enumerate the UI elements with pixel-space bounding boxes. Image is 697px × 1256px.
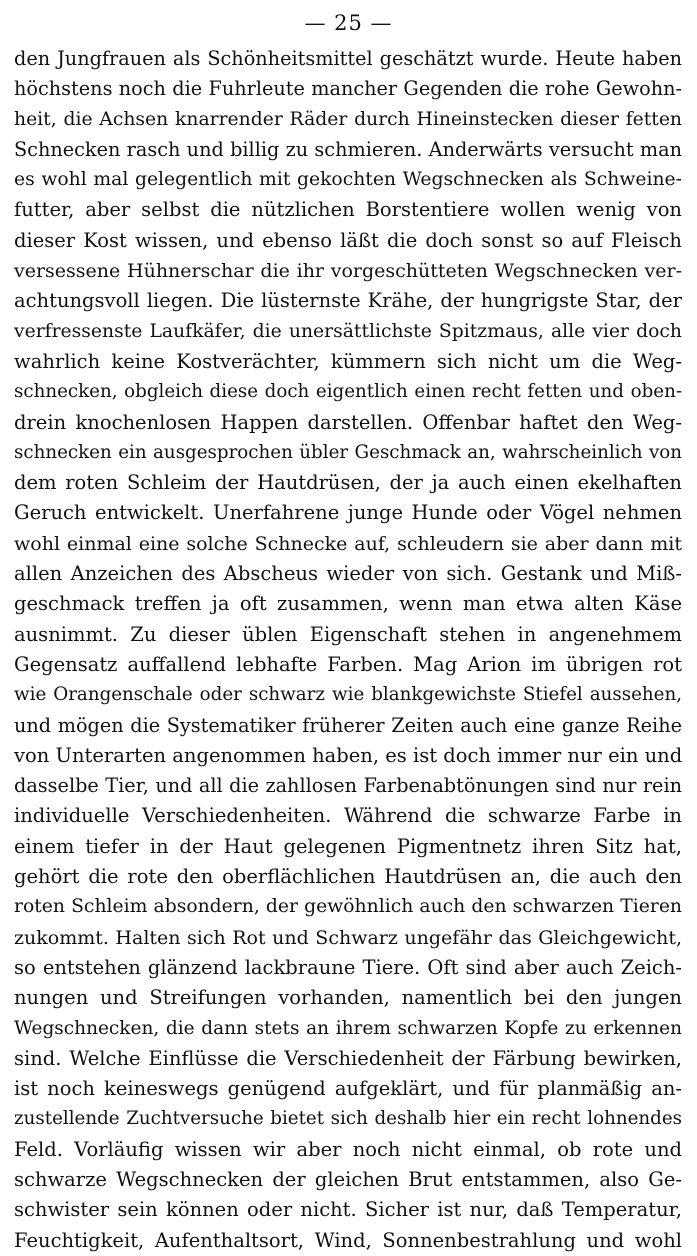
text-line: Geruch entwickelt. Unerfahrene junge Hunde oder Vögel nehmen <box>14 501 682 525</box>
text-line: dem roten Schleim der Hautdrüsen, der ja auch einen ekelhaften <box>14 471 682 495</box>
text-line: Feld. Vorläufig wissen wir aber noch nicht einmal, ob rote und <box>14 1137 682 1161</box>
text-line: gehört die rote den oberflächlichen Hautdrüsen an, die auch den <box>14 865 682 889</box>
text-line: Gegensatz auffallend lebhafte Farben. Mag Arion im übrigen rot <box>14 652 682 676</box>
text-line: wahrlich keine Kostverächter, kümmern sich nicht um die Weg- <box>14 349 682 373</box>
page-number: — 25 — <box>304 11 393 35</box>
text-line: geschmack treffen ja oft zusammen, wenn man etwa alten Käse <box>14 592 682 616</box>
text-line: von Unterarten angenommen haben, es ist doch immer nur ein und <box>14 743 683 767</box>
text-line: schnecken, obgleich diese doch eigentlich einen recht fetten und oben- <box>14 381 682 403</box>
text-line: wie Orangenschale oder schwarz wie blankgewichste Stiefel aussehen, <box>14 684 682 706</box>
text-line: schwister sein können oder nicht. Sicher ist nur, daß Temperatur, <box>14 1198 682 1222</box>
text-line: dieser Kost wissen, und ebenso läßt die doch sonst so auf Fleisch <box>14 228 682 252</box>
text-line: versessene Hühnerschar die ihr vorgeschütteten Wegschnecken ver- <box>14 260 682 283</box>
text-line: nungen und Streifungen vorhanden, namentlich bei den jungen <box>14 986 682 1010</box>
text-line: individuelle Verschiedenheiten. Während die schwarze Farbe in <box>14 804 682 828</box>
text-line: den Jungfrauen als Schönheitsmittel geschätzt wurde. Heute haben <box>14 47 682 70</box>
text-line: Schnecken rasch und billig zu schmieren. Anderwärts versucht man <box>14 137 682 161</box>
text-line: ist noch keineswegs genügend aufgeklärt, und für planmäßig an- <box>14 1077 682 1101</box>
body-text <box>14 44 682 1256</box>
text-line: zukommt. Halten sich Rot und Schwarz ungefähr das Gleichgewicht, <box>14 926 682 949</box>
text-line: schwarze Wegschnecken der gleichen Brut entstammen, also Ge- <box>14 1167 682 1191</box>
text-line: allen Anzeichen des Abscheus wieder von sich. Gestank und Miß- <box>14 562 682 586</box>
text-line: drein knochenlosen Happen darstellen. Offenbar haftet den Weg- <box>14 410 682 434</box>
text-line: Feuchtigkeit, Aufenthaltsort, Wind, Sonnenbestrahlung und wohl <box>14 1228 682 1252</box>
text-line: zustellende Zuchtversuche bietet sich deshalb hier ein recht lohnendes <box>14 1108 682 1130</box>
text-line: einem tiefer in der Haut gelegenen Pigmentnetz ihren Sitz hat, <box>14 834 682 858</box>
text-line: schnecken ein ausgesprochen übler Geschmack an, wahrscheinlich von <box>14 441 682 463</box>
text-line: achtungsvoll liegen. Die lüsternste Krähe, der hungrigste Star, der <box>14 289 682 313</box>
text-line: und mögen die Systematiker früherer Zeiten auch eine ganze Reihe <box>14 713 682 737</box>
text-line: es wohl mal gelegentlich mit gekochten Wegschnecken als Schweine- <box>14 169 682 191</box>
text-line: höchstens noch die Fuhrleute mancher Gegenden die rohe Gewohn- <box>14 77 682 101</box>
text-line: ausnimmt. Zu dieser üblen Eigenschaft stehen in angenehmem <box>14 622 682 646</box>
text-line: futter, aber selbst die nützlichen Borstentiere wollen wenig von <box>14 198 682 222</box>
text-line: so entstehen glänzend lackbraune Tiere. Oft sind aber auch Zeich- <box>14 955 682 979</box>
text-line: roten Schleim absondern, der gewöhnlich auch den schwarzen Tieren <box>14 896 682 918</box>
text-line: dasselbe Tier, und all die zahllosen Farbenabtönungen sind nur rein <box>14 774 682 798</box>
text-line: heit, die Achsen knarrender Räder durch Hineinstecken dieser fetten <box>14 108 682 130</box>
text-line: sind. Welche Einflüsse die Verschiedenheit der Färbung bewirken, <box>14 1046 682 1070</box>
text-line: Wegschnecken, die dann stets an ihrem schwarzen Kopfe zu erkennen <box>14 1017 682 1039</box>
text-line: wohl einmal eine solche Schnecke auf, schleudern sie aber dann mit <box>14 532 682 555</box>
text-line: verfressenste Laufkäfer, die unersättlichste Spitzmaus, alle vier doch <box>14 320 682 342</box>
